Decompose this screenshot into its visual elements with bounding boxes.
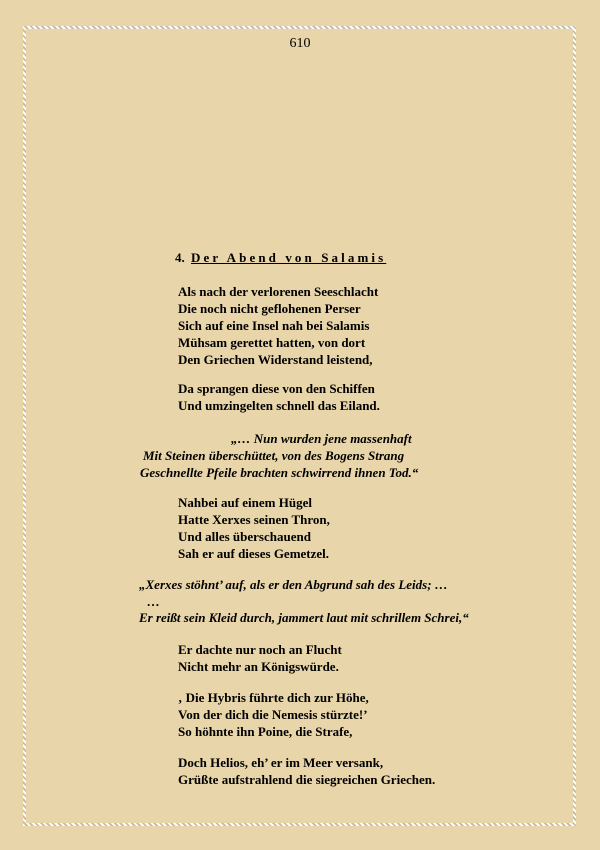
verse-line: Die noch nicht geflohenen Perser bbox=[178, 301, 361, 316]
verse-line: Sich auf eine Insel nah bei Salamis bbox=[178, 318, 370, 333]
stanza-3 bbox=[178, 494, 330, 562]
poem-title: Der Abend von Salamis bbox=[191, 250, 387, 265]
quote-2-line-3: Er reißt sein Kleid durch, jammert laut mit schrillem Schrei,“ bbox=[139, 610, 469, 625]
verse-line: So höhnte ihn Poine, die Strafe, bbox=[178, 724, 353, 739]
verse-line: Da sprangen diese von den Schiffen bbox=[178, 381, 375, 396]
verse-line: Und alles überschauend bbox=[178, 529, 311, 544]
verse-line: Nicht mehr an Königswürde. bbox=[178, 659, 339, 674]
stanza-5 bbox=[178, 689, 369, 740]
stanza-4 bbox=[178, 641, 342, 675]
quote-1-line-3: Geschnellte Pfeile brachten schwirrend ihnen Tod.“ bbox=[140, 465, 419, 480]
verse-line: Mühsam gerettet hatten, von dort bbox=[178, 335, 366, 350]
verse-line: Von der dich die Nemesis stürzte!’ bbox=[178, 707, 368, 722]
stanza-2 bbox=[178, 380, 380, 414]
quote-1-line-1: „… Nun wurden jene massenhaft bbox=[231, 431, 412, 446]
verse-line: Doch Helios, eh’ er im Meer versank, bbox=[178, 755, 384, 770]
verse-line: ‚ Die Hybris führte dich zur Höhe, bbox=[178, 690, 369, 705]
verse-line: Grüßte aufstrahlend die siegreichen Griechen. bbox=[178, 772, 436, 787]
verse-line: Den Griechen Widerstand leistend, bbox=[178, 352, 373, 367]
verse-line: Nahbei auf einem Hügel bbox=[178, 495, 312, 510]
verse-line: Er dachte nur noch an Flucht bbox=[178, 642, 342, 657]
verse-line: Und umzingelten schnell das Eiland. bbox=[178, 398, 380, 413]
verse-line: Hatte Xerxes seinen Thron, bbox=[178, 512, 330, 527]
poem-number: 4. bbox=[175, 250, 185, 265]
verse-line: Sah er auf dieses Gemetzel. bbox=[178, 546, 330, 561]
stanza-1 bbox=[178, 283, 378, 368]
stanza-6 bbox=[178, 754, 435, 788]
quote-2-line-1: „Xerxes stöhnt’ auf, als er den Abgrund sah des Leids; … bbox=[139, 577, 448, 592]
quote-2-line-2: … bbox=[147, 594, 160, 609]
page-number: 610 bbox=[289, 36, 311, 51]
verse-line: Als nach der verlorenen Seeschlacht bbox=[178, 284, 379, 299]
quote-1-line-2: Mit Steinen überschüttet, von des Bogens Strang bbox=[143, 448, 405, 463]
poem-heading bbox=[175, 250, 386, 266]
